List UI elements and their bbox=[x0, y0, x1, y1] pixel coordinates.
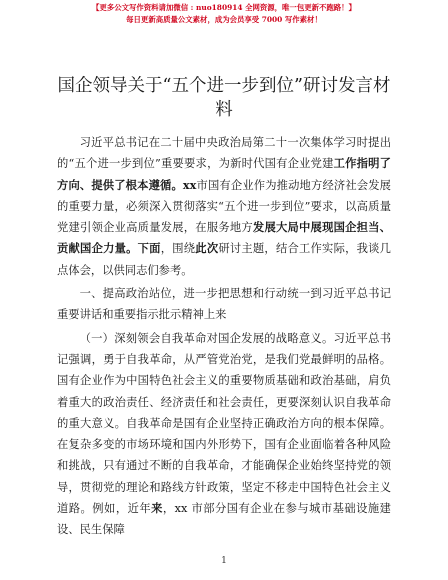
intro-text-d: 发展大局中展现国企担当、贡献国企力量。下面 bbox=[57, 220, 391, 256]
intro-paragraph bbox=[57, 132, 391, 281]
intro-text-c: 市国有企业作为推动地方经济社会发展的重要力量，必须深入贯彻落实“五个进一步到位”要求，以高质量党建引领企业高质量发展，在服务地方 bbox=[57, 178, 391, 235]
subsection-paragraph-1 bbox=[57, 328, 391, 541]
intro-text-f: 此次 bbox=[195, 241, 219, 256]
section-heading-1: 一、提高政治站位，进一步把思想和行动统一到习近平总书记重要讲话和重要指示批示精神上来 bbox=[57, 287, 391, 322]
document-body bbox=[57, 74, 391, 541]
page-number: 1 bbox=[221, 556, 227, 566]
document-title: 国企领导关于“五个进一步到位”研讨发言材料 bbox=[57, 76, 391, 120]
subsection-text-bold: 来 bbox=[151, 501, 163, 516]
promo-banner-line-2: 每日更新高质量公文素材，成为会员享受 7000 写作素材！ bbox=[126, 15, 322, 24]
intro-text-e: ，围绕 bbox=[160, 242, 196, 256]
intro-text-a: 习近平总书记在二十届中央政治局第二十一次集体学习时提出的“五个进一步到位”重要要求，为新时代国有企业党建 bbox=[57, 136, 391, 171]
promo-banner-line-1: 【更多公文写作资料请加微信 : nuo180914 全网资源，唯一包更新不跑路！】 bbox=[92, 3, 356, 12]
promo-banner bbox=[0, 3, 448, 25]
subsection-text: （一）深刻领会自我革命对国企发展的战略意义。习近平总书记强调，勇于自我革命，从严管党治党，是我们党最鲜明的品格。国有企业作为中国特色社会主义的重要物质基础和政治基础，肩负着重大的政治责任、经济责任和社会责任，更要深刻认识自我革命的重大意义。自我革命是国有企业坚持正确政治方向的根本保障。在复杂多变的市场环境和国内外形势下，国有企业面临着各种风险和挑战，只有通过不断的自我革命，才能确保企业始终坚持党的领导，贯彻党的理论和路线方针政策，坚定不移走中国特色社会主义道路。例如，近年 bbox=[57, 331, 391, 516]
subsection-text-tail: ，xx 市部分国有企业在参与城市基础设施建设、民生保障 bbox=[57, 502, 391, 537]
intro-text-g: 研讨主题，结合工作实际，我谈几点体会，以供同志们参考。 bbox=[57, 242, 391, 277]
intro-text-b: 工作指明了方向、提供了根本遵循。xx bbox=[57, 156, 391, 192]
